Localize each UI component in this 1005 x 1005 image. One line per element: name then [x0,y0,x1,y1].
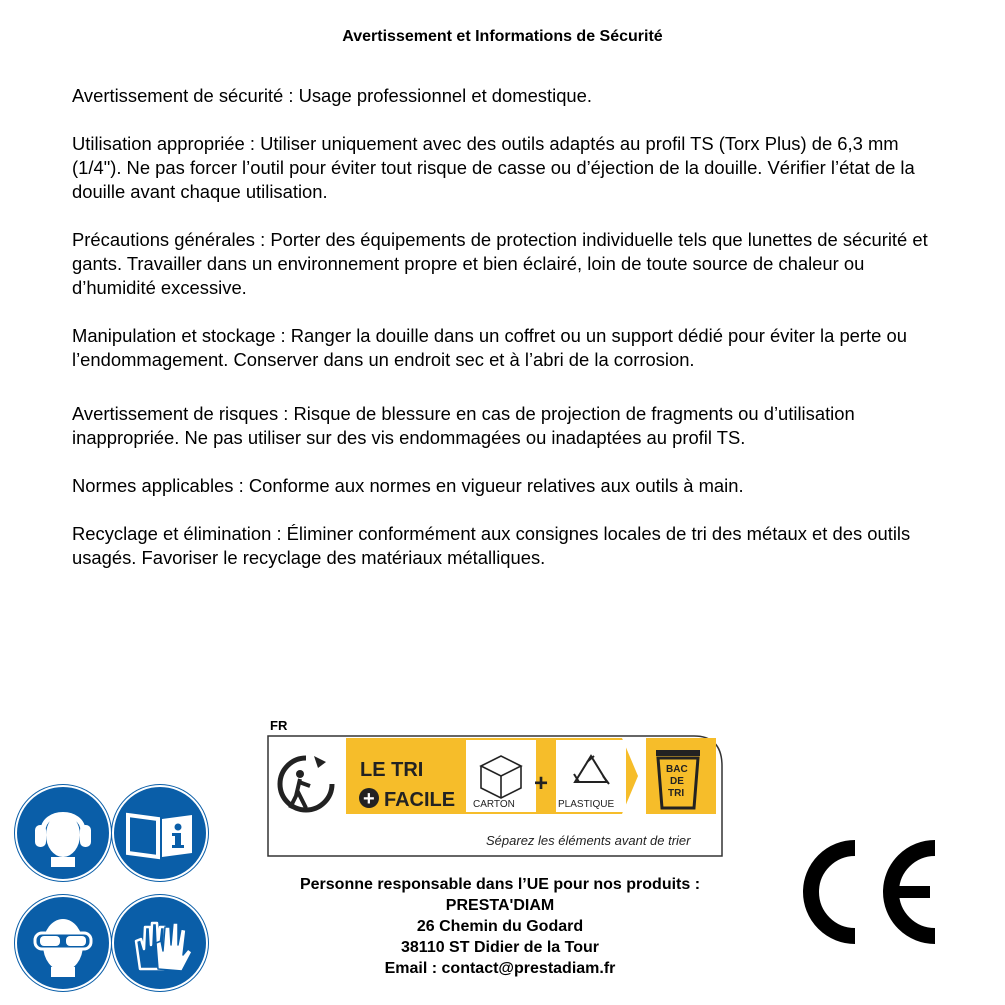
bin-label-3: TRI [668,788,685,799]
address-line-5: Email : contact@prestadiam.fr [384,960,616,977]
address-line-3: 26 Chemin du Godard [416,918,584,935]
triman-footer: Séparez les éléments avant de trier [486,833,691,848]
address-line-2: PRESTA'DIAM [445,897,555,914]
bin-label-2: DE [670,776,684,787]
plastique-label: PLASTIQUE [558,799,615,810]
read-manual-icon [112,785,208,881]
carton-label: CARTON [473,799,515,810]
triman-country-code: FR [270,718,288,733]
paragraph-appropriate-use: Utilisation appropriée : Utiliser uniquement avec des outils adaptés au profil TS (Torx Plus) de 6,3 mm (1/4"). Ne pas forcer l’outil pour éviter tout risque de casse ou d’éjection de la douille. Vérifier l’état de la douille avant chaque utilisation. [72,133,915,202]
triman-line1: LE TRI [360,759,424,781]
bin-label-1: BAC [666,764,688,775]
page-title: Avertissement et Informations de Sécurité [342,28,663,45]
paragraph-handling-storage: Manipulation et stockage : Ranger la douille dans un coffret ou un support dédié pour éviter la perte ou l’endommagement. Conserver dans un endroit sec et à l’abri de la corrosion. [72,325,907,370]
address-line-4: 38110 ST Didier de la Tour [401,939,599,956]
safety-text [72,84,952,570]
paragraph-standards: Normes applicables : Conforme aux normes en vigueur relatives aux outils à main. [72,475,744,496]
triman-info-tri-logo [266,716,726,862]
triman-plus-badge: + [363,788,375,810]
triman-plus-sign: + [534,770,549,797]
triman-line2: FACILE [384,789,456,811]
paragraph-recycling: Recyclage et élimination : Éliminer conformément aux consignes locales de tri des métaux et des outils usagés. Favoriser le recyclage des matériaux métalliques. [72,523,911,568]
paragraph-general-precautions: Précautions générales : Porter des équipements de protection individuelle tels que lunettes de sécurité et gants. Travailler dans un environnement propre et bien éclairé, loin de toute source de chaleur ou d’humidité excessive. [72,229,928,298]
ear-protection-icon [15,785,111,881]
ce-marking-icon [795,840,940,944]
address-line-1: Personne responsable dans l’UE pour nos produits : [299,876,701,893]
paragraph-risk-warning: Avertissement de risques : Risque de blessure en cas de projection de fragments ou d’utilisation inappropriée. Ne pas utiliser sur des vis endommagées ou inadaptées au profil TS. [72,403,855,448]
paragraph-safety-warning: Avertissement de sécurité : Usage professionnel et domestique. [72,85,592,106]
